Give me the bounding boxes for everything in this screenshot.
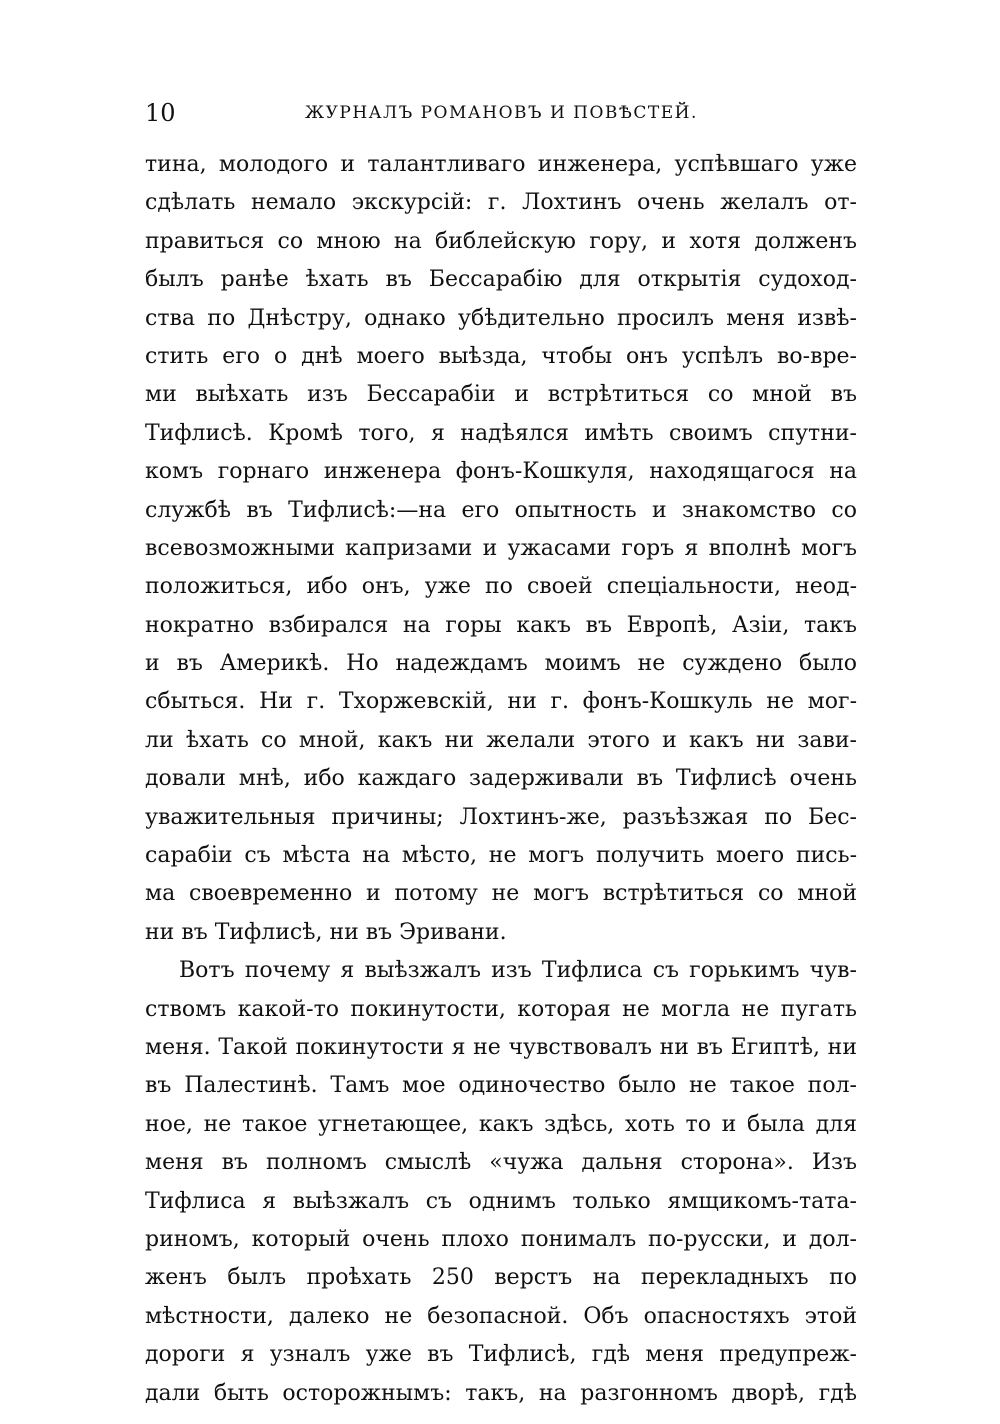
text-line: въ Палестинѣ. Тамъ мое одиночество было не такое пол- — [145, 1073, 857, 1099]
text-line: меня въ полномъ смыслѣ «чужа дальня сторона». Изъ — [145, 1150, 857, 1176]
body-text — [145, 146, 857, 1413]
text-line: ми выѣхать изъ Бессарабіи и встрѣтиться со мной въ — [145, 382, 857, 408]
running-head — [145, 97, 857, 133]
text-line: стить его о днѣ моего выѣзда, чтобы онъ успѣлъ во-вре- — [145, 343, 857, 369]
text-line: Тифлиса я выѣзжалъ съ однимъ только ямщикомъ-тата- — [145, 1188, 857, 1214]
text-line: ни въ Тифлисѣ, ни въ Эривани. — [145, 919, 507, 945]
text-line: сарабіи съ мѣста на мѣсто, не могъ получить моего пись- — [145, 843, 857, 869]
text-line: ства по Днѣстру, однако убѣдительно просилъ меня извѣ- — [145, 305, 857, 331]
text-line: тина, молодого и талантливаго инженера, успѣвшаго уже — [145, 152, 857, 177]
text-line: ли ѣхать со мной, какъ ни желали этого и какъ ни зави- — [145, 727, 857, 753]
text-line: комъ горнаго инженера фонъ-Кошкуля, находящагося на — [145, 459, 857, 485]
text-line: Тифлисѣ. Кромѣ того, я надѣялся имѣть своимъ спутни- — [145, 420, 857, 446]
text-line: меня. Такой покинутости я не чувствовалъ ни въ Египтѣ, ни — [145, 1034, 857, 1060]
text-line: уважительныя причины; Лохтинъ-же, разъѣзжая по Бес- — [145, 804, 857, 830]
journal-title: ЖУРНАЛЪ РОМАНОВЪ И ПОВѢСТЕЙ. — [305, 103, 698, 123]
text-line: нократно взбирался на горы какъ въ Европѣ, Азіи, такъ — [145, 612, 857, 638]
text-line: всевозможными капризами и ужасами горъ я вполнѣ могъ — [145, 535, 857, 561]
text-line: Вотъ почему я выѣзжалъ изъ Тифлиса съ горькимъ чув- — [179, 958, 857, 984]
text-line: правиться со мною на библейскую гору, и хотя долженъ — [145, 228, 857, 254]
text-line: ма своевременно и потому не могъ встрѣтиться со мной — [145, 881, 857, 907]
text-line: и въ Америкѣ. Но надеждамъ моимъ не суждено было — [145, 651, 857, 677]
paragraph-1 — [145, 146, 857, 952]
text-line: ствомъ какой-то покинутости, которая не могла не пугать — [145, 996, 857, 1022]
text-line: былъ ранѣе ѣхать въ Бессарабію для открытія судоход- — [145, 267, 857, 293]
text-line: женъ былъ проѣхать 250 верстъ на перекладныхъ по — [145, 1265, 857, 1291]
text-line: дали быть осторожнымъ: такъ, на разгонномъ дворѣ, гдѣ — [145, 1380, 857, 1406]
text-line: сдѣлать немало экскурсій: г. Лохтинъ очень желалъ от- — [145, 190, 857, 216]
text-line: сбыться. Ни г. Тхоржевскій, ни г. фонъ-Кошкуль не мог- — [145, 689, 857, 715]
text-line: мѣстности, далеко не безопасной. Объ опасностяхъ этой — [145, 1303, 857, 1329]
text-line: довали мнѣ, ибо каждаго задерживали въ Тифлисѣ очень — [145, 766, 857, 792]
page-number: 10 — [145, 99, 176, 127]
text-line: риномъ, который очень плохо понималъ по-русски, и дол- — [145, 1226, 857, 1252]
text-line: дороги я узналъ уже въ Тифлисѣ, гдѣ меня предупреж- — [145, 1342, 857, 1368]
text-line: ное, не такое угнетающее, какъ здѣсь, хоть то и была для — [145, 1111, 857, 1137]
paragraph-2 — [145, 952, 857, 1413]
text-line: положиться, ибо онъ, уже по своей спеціальности, неод- — [145, 574, 857, 600]
text-line: службѣ въ Тифлисѣ:—на его опытность и знакомство со — [145, 497, 857, 523]
